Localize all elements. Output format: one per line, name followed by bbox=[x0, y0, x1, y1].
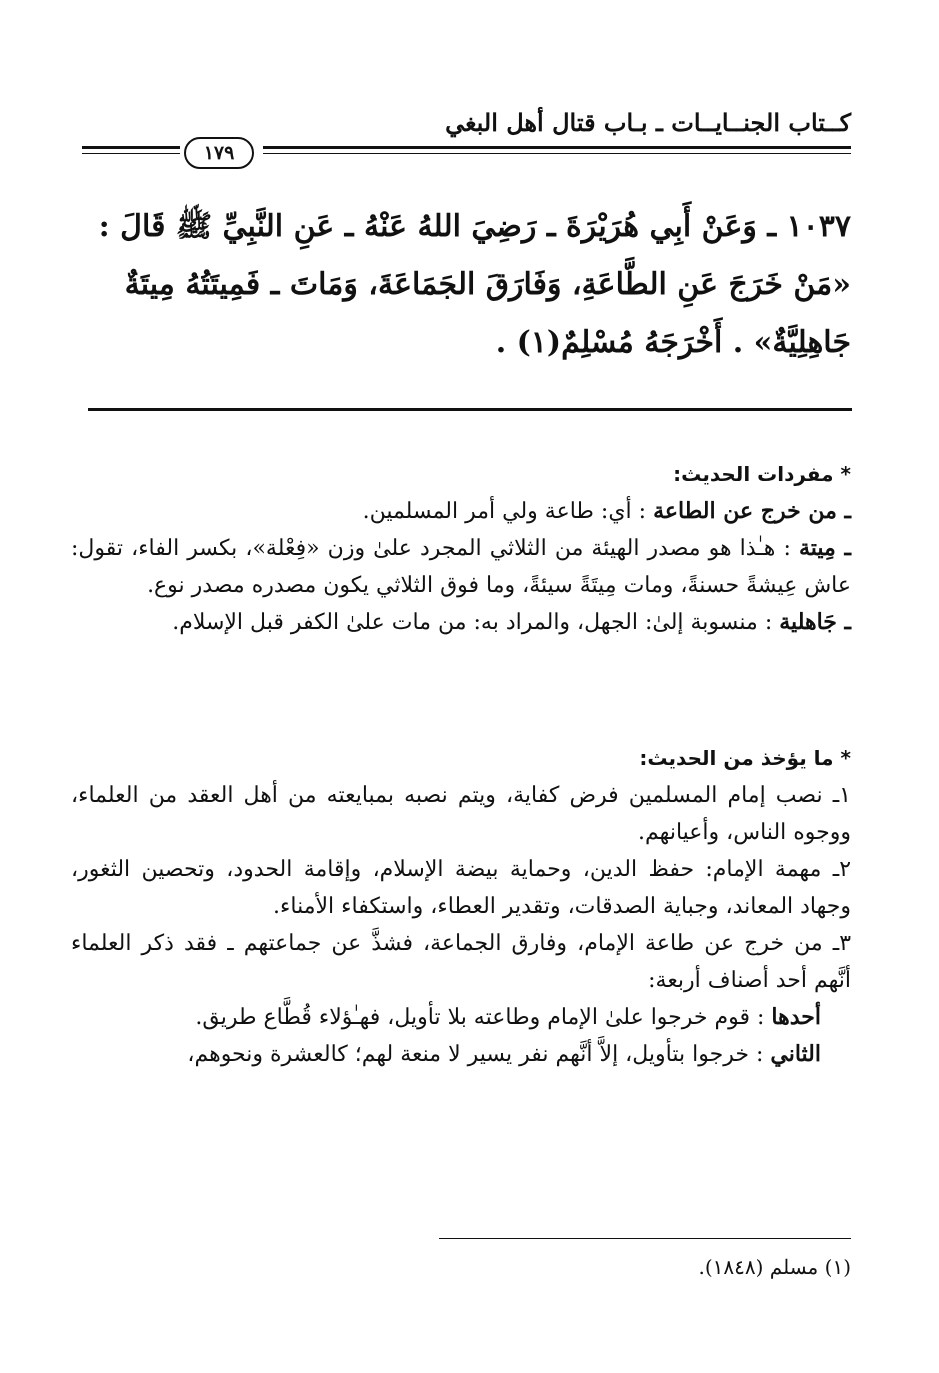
lesson-item bbox=[71, 851, 851, 925]
footnote: (١) مسلم (١٨٤٨). bbox=[698, 1255, 851, 1279]
lesson-item bbox=[71, 925, 851, 999]
hadith-line-1-text: وَعَنْ أَبِي هُرَيْرَةَ ـ رَضِيَ اللهُ عَنْهُ ـ عَنِ النَّبِيِّ ﷺ قَالَ : bbox=[98, 209, 757, 244]
vocab-text: : أي: طاعة ولي أمر المسلمين. bbox=[362, 499, 647, 524]
lesson-sub-item bbox=[71, 999, 851, 1036]
header-rule-thin bbox=[263, 153, 851, 154]
lessons-section bbox=[71, 740, 851, 1073]
hadith-line-1 bbox=[79, 198, 851, 256]
hadith-number: ١٠٣٧ ـ bbox=[767, 209, 851, 244]
vocab-text: : هـٰذا هو مصدر الهيئة من الثلاثي المجرد علىٰ وزن «فِعْلة»، بكسر الفاء، تقول: عاش عِيشةً حسنةً، ومات مِيتَةً سيئةً، وما فوق الثلاثي يكون مصدره مصدر نوع. bbox=[71, 536, 851, 598]
vocabulary-heading: * مفردات الحديث: bbox=[673, 462, 851, 486]
vocab-term: ـ من خرج عن الطاعة bbox=[653, 498, 851, 524]
footnote-rule bbox=[439, 1238, 851, 1239]
running-title: كــتاب الجنــايــات ـ بـاب قتال أهل البغي bbox=[445, 108, 851, 137]
hadith-line-3: جَاهِلِيَّةٌ» . أَخْرَجَهُ مُسْلِمٌ(١) . bbox=[495, 325, 851, 360]
header-rule-left-thin bbox=[82, 153, 180, 154]
vocab-term: ـ مِيتة bbox=[798, 535, 851, 561]
vocab-text: : منسوبة إلىٰ: الجهل، والمراد به: من مات علىٰ الكفر قبل الإسلام. bbox=[172, 610, 773, 635]
lesson-text: نصب إمام المسلمين فرض كفاية، ويتم نصبه بمبايعته من أهل العقد من العلماء، ووجوه الناس، وأعيانهم. bbox=[71, 783, 851, 845]
vocabulary-section bbox=[71, 456, 851, 641]
lesson-number: ٢ـ bbox=[832, 857, 852, 882]
vocab-entry bbox=[71, 493, 851, 530]
vocab-entry bbox=[71, 530, 851, 604]
lesson-sub-item bbox=[71, 1036, 851, 1073]
lesson-number: ١ـ bbox=[832, 783, 851, 808]
lesson-number: ٣ـ bbox=[832, 931, 852, 956]
page-number: ١٧٩ bbox=[184, 137, 254, 169]
hadith-text bbox=[79, 198, 851, 372]
header-rule bbox=[263, 146, 851, 149]
lesson-text: من خرج عن طاعة الإمام، وفارق الجماعة، فشذَّ عن جماعتهم ـ فقد ذكر العلماء أنَّهم أحد أصناف أربعة: bbox=[71, 931, 851, 993]
vocab-entry bbox=[71, 604, 851, 641]
header-rule-left bbox=[82, 146, 180, 149]
lesson-item bbox=[71, 777, 851, 851]
lesson-text: مهمة الإمام: حفظ الدين، وحماية بيضة الإسلام، وإقامة الحدود، وتحصين الثغور، وجهاد المعاند، وجباية الصدقات، وتقدير العطاء، واستكفاء الأمناء. bbox=[71, 857, 851, 919]
sub-item-text: : خرجوا بتأويل، إلاَّ أنَّهم نفر يسير لا منعة لهم؛ كالعشرة ونحوهم، bbox=[187, 1042, 764, 1067]
hadith-line-2: «مَنْ خَرَجَ عَنِ الطَّاعَةِ، وَفَارَقَ الجَمَاعَةَ، وَمَاتَ ـ فَمِيتَتُهُ مِيتَةٌ bbox=[124, 267, 851, 302]
lessons-heading: * ما يؤخذ من الحديث: bbox=[639, 746, 851, 770]
hadith-divider bbox=[88, 408, 852, 411]
sub-item-label: الثاني bbox=[770, 1041, 821, 1067]
vocab-term: ـ جَاهلية bbox=[779, 609, 851, 635]
sub-item-label: أحدها bbox=[771, 1004, 821, 1030]
sub-item-text: : قوم خرجوا علىٰ الإمام وطاعته بلا تأويل، فهـٰؤلاء قُطَّاع طريق. bbox=[195, 1005, 765, 1030]
